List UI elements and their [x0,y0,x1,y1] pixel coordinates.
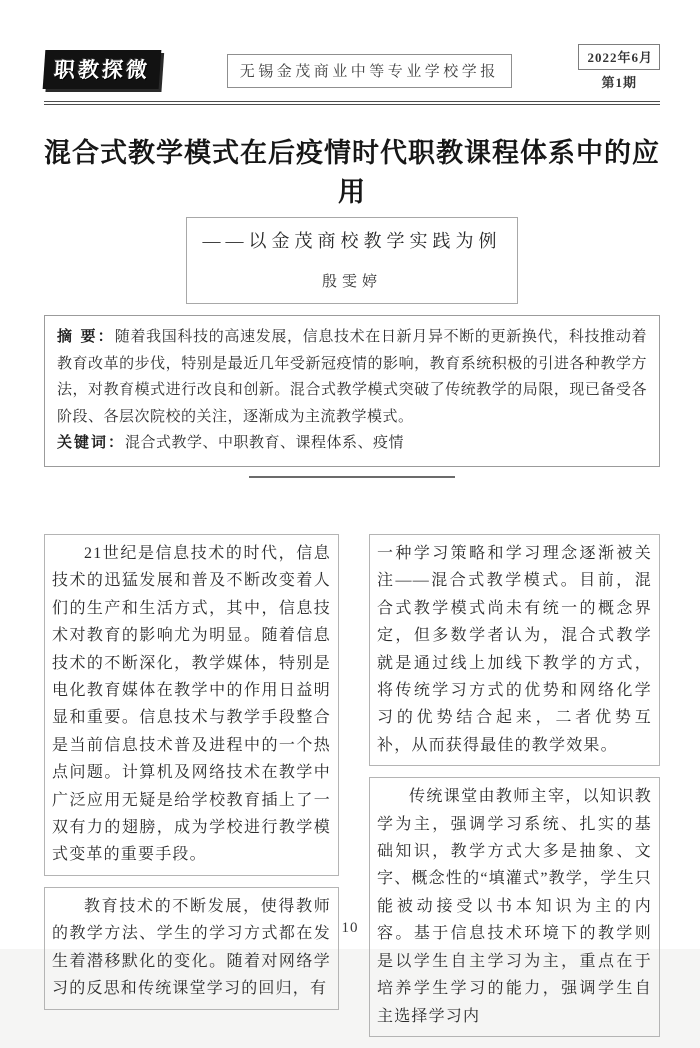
abstract-paragraph [57,324,647,430]
abstract-box [44,315,660,467]
page-header [44,44,660,94]
keywords-label: 关键词： [57,434,126,451]
paragraph-box [44,534,339,876]
subtitle-author-box [186,217,518,304]
body-paragraph: 21世纪是信息技术的时代，信息技术的迅猛发展和普及不断改变着人们的生产和生活方式，其中，信息技术对教育的影响尤为明显。随着信息技术的不断深化，教学媒体，特别是电化教育媒体在教学中的作用日益明显和重要。信息技术与教学手段整合是当前信息技术普及进程中的一个热点问题。计算机及网络技术在教学中广泛应用无疑是给学校教育插上了一双有力的翅膀，成为学校进行教学模式变革的重要手段。 [52,545,331,864]
issue-number: 第1期 [601,75,637,90]
paragraph-box [369,777,660,1037]
article-author: 殷雯婷 [321,274,382,290]
journal-logo: 职教探微 [43,50,162,89]
header-double-rule [44,101,660,105]
body-columns [44,534,660,1048]
keywords-text: 混合式教学、中职教育、课程体系、疫情 [125,435,405,451]
paragraph-box [44,887,339,1010]
issue-date: 2022年6月 [578,44,660,70]
page-number: 10 [341,920,359,936]
abstract-label: 摘 要： [57,328,115,345]
keywords-line [57,430,647,457]
article-subtitle: ——以金茂商校教学实践为例 [202,231,502,251]
issue-info [578,44,660,91]
paragraph-box [369,534,660,766]
article-title: 混合式教学模式在后疫情时代职教课程体系中的应用 [44,138,660,207]
journal-title-box: 无锡金茂商业中等专业学校学报 [227,54,512,88]
body-paragraph: 传统课堂由教师主宰，以知识教学为主，强调学习系统、扎实的基础知识，教学方式大多是抽象、文字、概念性的“填灌式”教学，学生只能被动接受以书本知识为主的内容。基于信息技术环境下的教学则是以学生自主学习为主，重点在于培养学生学习的能力，强调学生自主选择学习内 [377,788,652,1025]
abstract-text: 随着我国科技的高速发展，信息技术在日新月异不断的更新换代，科技推动着教育改革的步伐，特别是最近几年受新冠疫情的影响，教育系统积极的引进各种教学方法，对教育模式进行改良和创新。混合式教学模式突破了传统教学的局限，现已备受各阶段、各层次院校的关注，逐渐成为主流教学模式。 [57,329,647,425]
body-paragraph: 教育技术的不断发展，使得教师的教学方法、学生的学习方式都在发生着潜移默化的变化。随着对网络学习的反思和传统课堂学习的回归，有 [52,897,331,998]
body-paragraph: 一种学习策略和学习理念逐渐被关注——混合式教学模式。目前，混合式教学模式尚未有统一的概念界定，但多数学者认为，混合式教学就是通过线上加线下教学的方式，将传统学习方式的优势和网络化学习的优势结合起来，二者优势互补，从而获得最佳的教学效果。 [377,545,652,754]
section-divider-rule [249,476,455,479]
right-column [369,534,660,1048]
left-column [44,534,339,1048]
